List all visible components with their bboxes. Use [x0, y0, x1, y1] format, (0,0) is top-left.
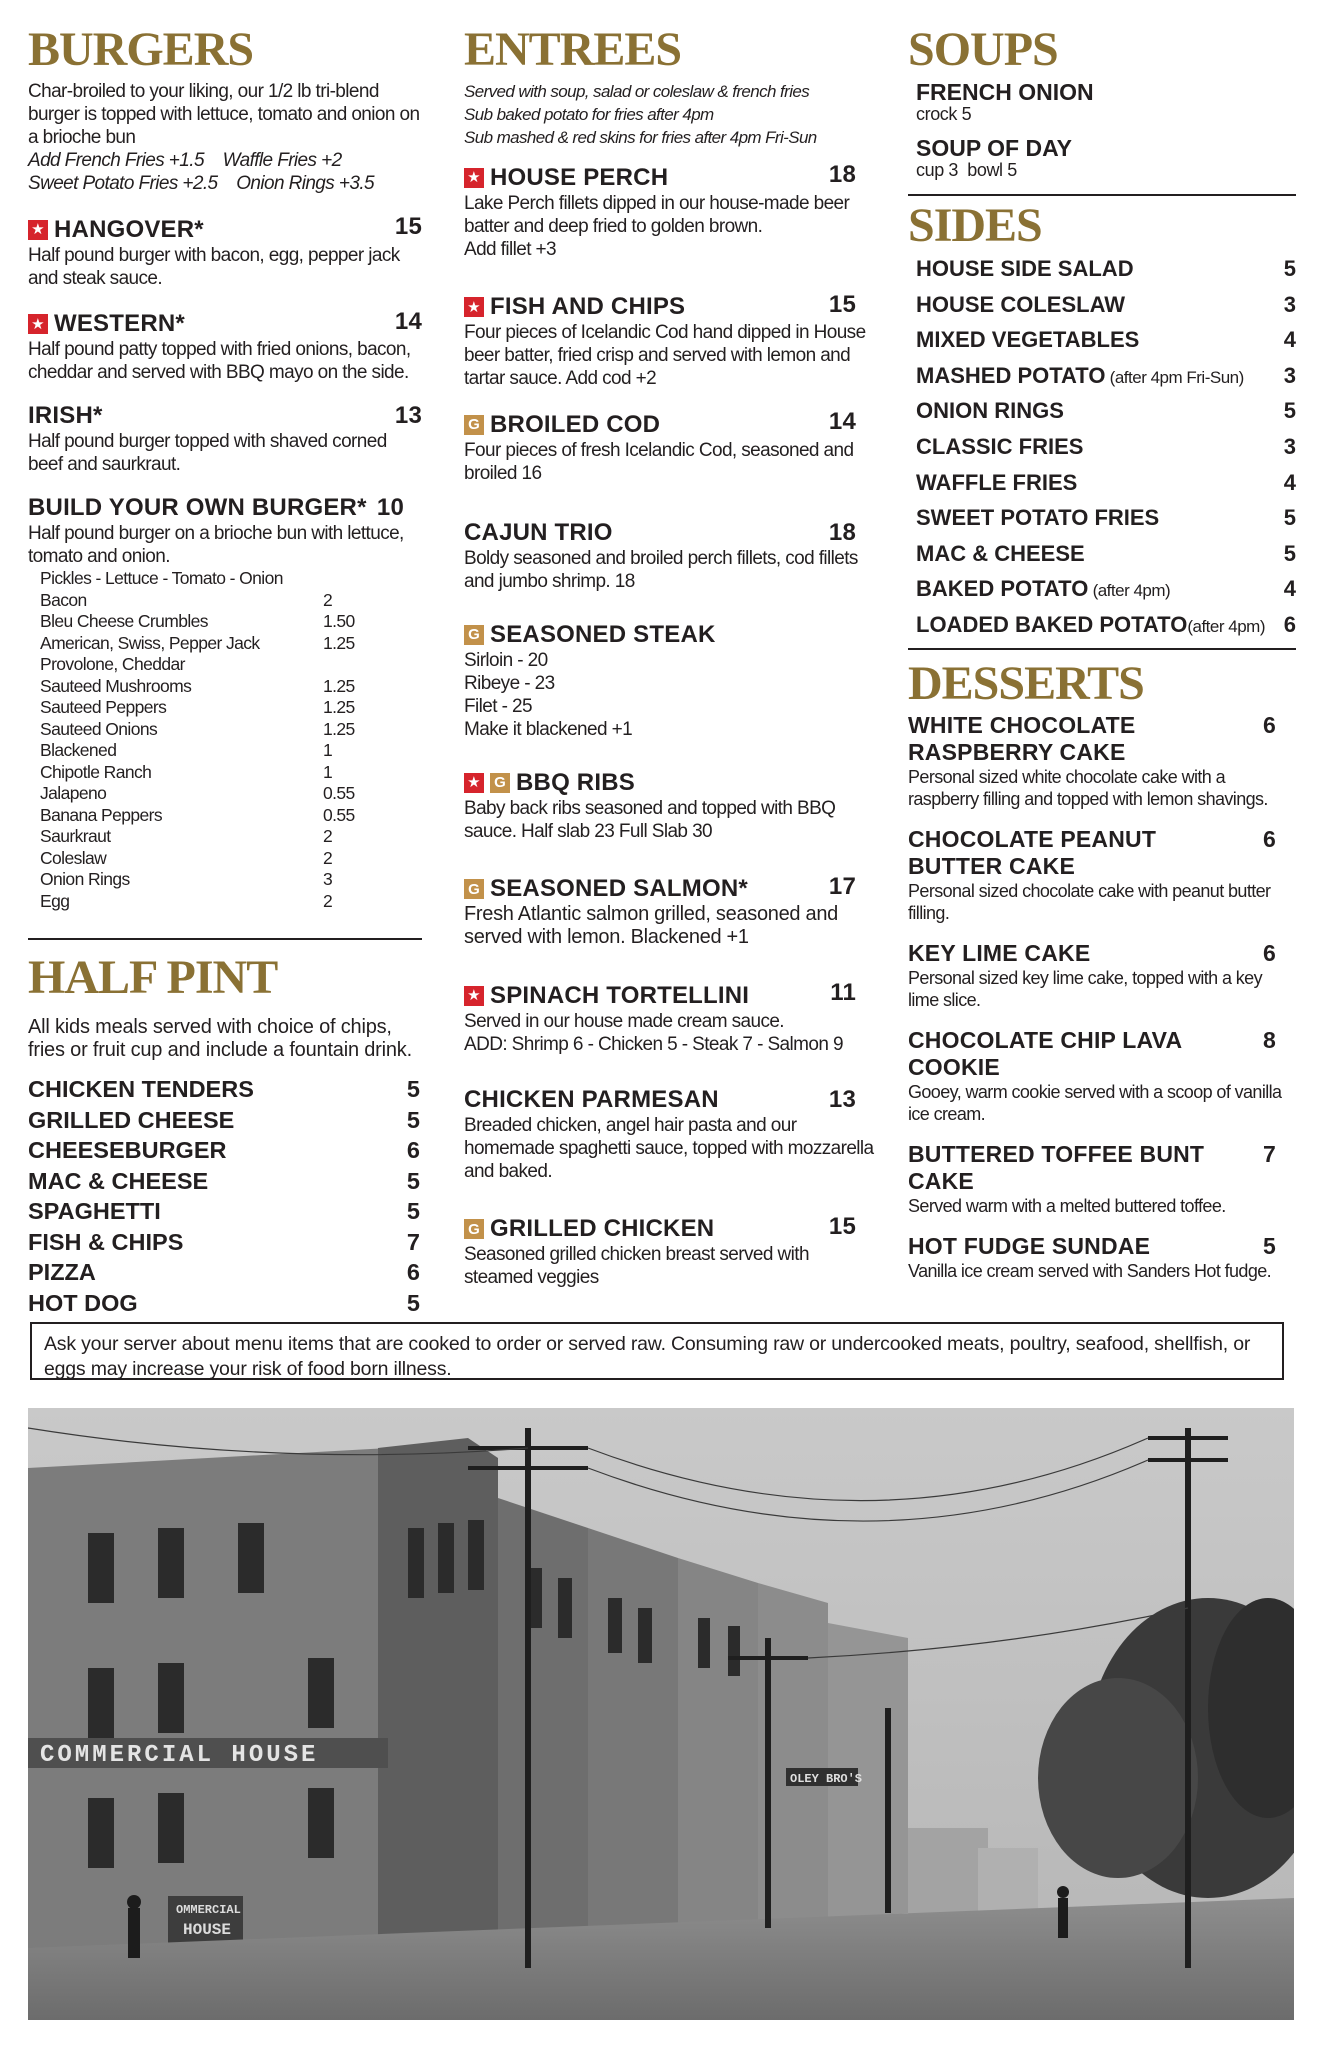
dessert-head [908, 1233, 1296, 1260]
kids-item-price: 5 [406, 1167, 420, 1194]
item-desc: Lake Perch fillets dipped in our house-made beer batter and deep fried to golden brown. [464, 192, 850, 237]
side-note: (after 4pm) [1088, 581, 1171, 601]
item-price: 18 [828, 161, 856, 188]
burgers-title: BURGERS [28, 23, 254, 76]
dessert-item [908, 1141, 1296, 1217]
dessert-desc: Personal sized key lime cake, topped with a key lime slice. [908, 967, 1262, 1010]
side-name: WAFFLE FRIES [916, 469, 1078, 495]
topping-price: 2 [323, 589, 333, 610]
topping-name: American, Swiss, Pepper Jack [40, 632, 260, 653]
kids-menu-row [28, 1288, 422, 1319]
kids-menu-row [28, 1166, 422, 1197]
side-name: ONION RINGS [916, 398, 1064, 424]
item-name: CHICKEN PARMESAN [464, 1085, 719, 1113]
side-label [916, 359, 1244, 395]
dessert-desc: Personal sized white chocolate cake with a raspberry filling and topped with lemon shavings. [908, 766, 1268, 809]
menu-item-cajun-trio [464, 519, 880, 593]
g-badge-icon: G [464, 879, 484, 899]
store-sign: OLEY BRO'S [790, 1772, 863, 1786]
side-row [908, 359, 1296, 395]
right-column [908, 23, 1296, 1282]
toppings-header: Pickles - Lettuce - Tomato - Onion [40, 568, 283, 588]
side-row [908, 288, 1296, 324]
soup-detail: crock 5 [916, 104, 972, 124]
dessert-price: 8 [1263, 1026, 1276, 1053]
burgers-addons-1: Add French Fries +1.5 Waffle Fries +2 [28, 150, 342, 171]
topping-price: 3 [323, 869, 333, 889]
toppings-list [28, 590, 422, 913]
dessert-name: BUTTERED TOFFEE BUNT CAKE [908, 1140, 1205, 1194]
kids-menu-row [28, 1074, 422, 1105]
menu-item-bbq-ribs [464, 769, 880, 843]
desserts-section [908, 656, 1296, 1282]
topping-row [28, 805, 422, 827]
topping-row [28, 891, 422, 913]
dessert-price: 6 [1263, 939, 1276, 966]
topping-row [28, 719, 422, 741]
kids-item-name: FISH & CHIPS [28, 1228, 184, 1255]
topping-price: 1.25 [323, 632, 355, 653]
kids-item-price: 6 [406, 1137, 420, 1163]
commercial-house-sign: COMMERCIAL HOUSE [40, 1742, 319, 1769]
side-price: 3 [1283, 433, 1296, 459]
kids-item-price: 5 [406, 1106, 420, 1133]
side-note: (after 4pm Fri-Sun) [1105, 367, 1244, 387]
entrees-intro-2: Sub baked potato for fries after 4pm [464, 105, 714, 124]
kids-menu-row [28, 1227, 422, 1258]
item-name: BROILED COD [490, 410, 661, 438]
topping-name: Provolone, Cheddar [40, 654, 185, 674]
item-desc-extra: Add fillet +3 [464, 238, 557, 260]
topping-price: 2 [323, 826, 333, 846]
side-label [916, 394, 1064, 430]
dessert-name: CHOCOLATE PEANUT BUTTER CAKE [908, 825, 1157, 879]
topping-row [28, 676, 422, 698]
side-label [916, 252, 1134, 288]
side-label [916, 608, 1265, 644]
item-price: 10 [376, 494, 404, 521]
item-name: BUILD YOUR OWN BURGER* [28, 494, 367, 521]
topping-row [28, 762, 422, 784]
burgers-section [28, 23, 422, 912]
kids-item-price: 5 [406, 1198, 420, 1224]
side-name: MAC & CHEESE [916, 540, 1085, 566]
soups-section [908, 23, 1296, 180]
sides-list [908, 252, 1296, 644]
side-label [916, 572, 1170, 608]
star-badge-icon: ★ [464, 168, 484, 188]
kids-menu-row [28, 1105, 422, 1136]
item-price: 18 [828, 518, 856, 546]
topping-name: Bacon [40, 589, 87, 610]
entrees-section [464, 23, 880, 1289]
item-desc: Fresh Atlantic salmon grilled, seasoned and served with lemon. Blackened +1 [464, 903, 838, 948]
dessert-name: KEY LIME CAKE [908, 939, 1091, 966]
item-desc-extra: Filet - 25 [464, 695, 532, 717]
item-desc: Baby back ribs seasoned and topped with BBQ sauce. Half slab 23 Full Slab 30 [464, 797, 836, 842]
side-row [908, 430, 1296, 466]
kids-item-price: 5 [406, 1289, 420, 1316]
dessert-price: 6 [1263, 825, 1276, 852]
soup-name: SOUP OF DAY [916, 135, 1072, 161]
kids-item-price: 6 [406, 1259, 420, 1285]
topping-row [28, 848, 422, 870]
soup-item [908, 80, 1296, 124]
burgers-addons-2: Sweet Potato Fries +2.5 Onion Rings +3.5 [28, 173, 374, 194]
burgers-intro: Char-broiled to your liking, our 1/2 lb tri-blend burger is topped with lettuce, tomato and onion on a brioche bun [28, 81, 420, 148]
kids-item-name: SPAGHETTI [28, 1198, 161, 1224]
topping-name: Chipotle Ranch [40, 761, 152, 782]
kids-menu-row [28, 1257, 422, 1288]
topping-price: 1.25 [323, 675, 355, 696]
side-name: HOUSE SIDE SALAD [916, 256, 1134, 281]
topping-price: 1.25 [323, 718, 355, 739]
side-row [908, 572, 1296, 608]
side-price: 4 [1283, 469, 1296, 495]
dessert-desc: Served warm with a melted buttered toffee. [908, 1195, 1226, 1216]
menu-item-house-perch [464, 161, 880, 261]
side-label [916, 501, 1159, 537]
side-row [908, 323, 1296, 359]
entrees-intro-3: Sub mashed & red skins for fries after 4pm Fri-Sun [464, 128, 817, 147]
item-price: 14 [828, 408, 856, 435]
topping-row [28, 633, 422, 655]
side-row [908, 252, 1296, 288]
item-desc: Breaded chicken, angel hair pasta and our homemade spaghetti sauce, topped with mozzarella and baked. [464, 1114, 874, 1182]
side-name: SWEET POTATO FRIES [916, 505, 1160, 531]
menu-item-seasoned-salmon [464, 873, 880, 950]
item-price: 17 [828, 872, 856, 900]
side-label [916, 288, 1125, 324]
side-price: 5 [1283, 398, 1296, 424]
dessert-price: 7 [1263, 1140, 1276, 1167]
dessert-desc: Gooey, warm cookie served with a scoop of vanilla ice cream. [908, 1081, 1282, 1124]
kids-item-name: GRILLED CHEESE [28, 1106, 235, 1133]
side-name: CLASSIC FRIES [916, 433, 1084, 459]
menu-item-irish [28, 402, 422, 476]
topping-row [28, 654, 422, 676]
item-name: CAJUN TRIO [464, 518, 613, 546]
item-desc: Half pound burger topped with shaved corned beef and saurkraut. [28, 431, 387, 475]
topping-price [323, 654, 383, 676]
item-desc-extra: ADD: Shrimp 6 - Chicken 5 - Steak 7 - Salmon 9 [464, 1033, 843, 1055]
item-price: 15 [394, 213, 422, 240]
dessert-desc: Vanilla ice cream served with Sanders Hot fudge. [908, 1260, 1272, 1281]
side-price: 3 [1283, 362, 1296, 388]
dessert-price: 5 [1263, 1232, 1276, 1259]
star-badge-icon: ★ [464, 986, 484, 1006]
kids-item-name: CHICKEN TENDERS [28, 1076, 254, 1102]
item-desc: Half pound burger on a brioche bun with lettuce, tomato and onion. [28, 523, 404, 567]
topping-name: Onion Rings [40, 869, 130, 889]
star-badge-icon: ★ [464, 297, 484, 317]
star-badge-icon: ★ [464, 773, 484, 793]
dessert-price: 6 [1263, 711, 1276, 738]
historic-street-photo [28, 1408, 1294, 2020]
item-desc: Four pieces of Icelandic Cod hand dipped in House beer batter, fried crisp and served with lemon and tartar sauce. Add cod +2 [464, 322, 866, 389]
topping-name: Coleslaw [40, 847, 107, 868]
item-desc-extra: Make it blackened +1 [464, 718, 633, 740]
dessert-head [908, 940, 1296, 967]
side-row [908, 537, 1296, 573]
topping-name: Sauteed Peppers [40, 697, 167, 717]
dessert-head [908, 1141, 1296, 1195]
soup-name: FRENCH ONION [916, 79, 1094, 105]
entrees-intro-1: Served with soup, salad or coleslaw & french fries [464, 82, 810, 101]
side-name: MIXED VEGETABLES [916, 327, 1140, 353]
topping-price: 1.50 [323, 611, 355, 631]
side-price: 3 [1283, 291, 1296, 317]
section-divider [908, 194, 1296, 196]
topping-row [28, 590, 422, 612]
dessert-name: HOT FUDGE SUNDAE [908, 1232, 1151, 1259]
topping-price: 1.25 [323, 697, 355, 717]
kids-item-name: CHEESEBURGER [28, 1137, 227, 1163]
item-desc: Seasoned grilled chicken breast served with steamed veggies [464, 1244, 809, 1288]
item-name: SEASONED SALMON* [490, 875, 748, 902]
side-price: 5 [1283, 505, 1296, 531]
topping-row [28, 697, 422, 719]
topping-row [28, 826, 422, 848]
side-price: 4 [1283, 576, 1296, 602]
dessert-item [908, 940, 1296, 1011]
menu-item-grilled-chicken [464, 1213, 880, 1290]
topping-row [28, 869, 422, 891]
item-desc: Sirloin - 20 [464, 649, 548, 671]
side-note: (after 4pm) [1187, 616, 1265, 636]
topping-price: 0.55 [323, 783, 355, 803]
star-badge-icon: ★ [28, 314, 48, 334]
item-desc: Four pieces of fresh Icelandic Cod, seasoned and broiled 16 [464, 439, 854, 484]
middle-column [464, 23, 880, 1289]
dessert-item [908, 1233, 1296, 1282]
g-badge-icon: G [464, 1219, 484, 1239]
dessert-name: WHITE CHOCOLATE RASPBERRY CAKE [908, 711, 1136, 765]
side-label [916, 466, 1077, 502]
soups-title: SOUPS [908, 23, 1058, 76]
item-desc: Boldy seasoned and broiled perch fillets, cod fillets and jumbo shrimp. 18 [464, 547, 858, 592]
entrees-title: ENTREES [464, 23, 682, 76]
dessert-item [908, 1027, 1296, 1125]
topping-name: Egg [40, 890, 70, 911]
kids-item-name: PIZZA [28, 1259, 96, 1285]
topping-name: Banana Peppers [40, 804, 162, 825]
menu-item-western [28, 308, 422, 385]
topping-price: 2 [323, 847, 333, 868]
star-badge-icon: ★ [28, 220, 48, 240]
section-divider [28, 938, 422, 940]
item-name: BBQ RIBS [516, 768, 635, 796]
dessert-desc: Personal sized chocolate cake with peanut butter filling. [908, 880, 1271, 923]
menu-item-fish-and-chips [464, 291, 880, 391]
dessert-head [908, 1027, 1296, 1081]
side-label [916, 323, 1139, 359]
sides-title: SIDES [908, 199, 1042, 252]
menu-item-seasoned-steak [464, 621, 880, 741]
kids-list [28, 1074, 422, 1318]
item-price: 14 [394, 307, 422, 335]
g-badge-icon: G [464, 415, 484, 435]
topping-name: Blackened [40, 740, 117, 760]
food-safety-disclaimer: Ask your server about menu items that are cooked to order or served raw. Consuming raw or undercooked meats, poultry, seafood, shellfish, or eggs may increase your risk of food born illness. [30, 1322, 1284, 1380]
g-badge-icon: G [490, 773, 510, 793]
kids-menu-row [28, 1135, 422, 1166]
dessert-item [908, 826, 1296, 924]
dessert-name: CHOCOLATE CHIP LAVA COOKIE [908, 1026, 1182, 1080]
half-pint-title: HALF PINT [28, 951, 278, 1004]
topping-price: 1 [323, 761, 333, 782]
menu-item-hangover [28, 213, 422, 290]
g-badge-icon: G [464, 625, 484, 645]
desserts-title: DESSERTS [908, 656, 1144, 710]
menu-item-build-your-own [28, 494, 422, 912]
side-name: BAKED POTATO [916, 576, 1089, 602]
topping-price: 1 [323, 740, 333, 760]
side-price: 4 [1283, 327, 1296, 353]
item-desc: Half pound burger with bacon, egg, pepper jack and steak sauce. [28, 244, 400, 289]
kids-item-name: MAC & CHEESE [28, 1167, 209, 1194]
item-price: 11 [830, 979, 856, 1006]
topping-name: Sauteed Mushrooms [40, 675, 192, 696]
side-row [908, 501, 1296, 537]
kids-menu-row [28, 1196, 422, 1227]
item-name: GRILLED CHICKEN [490, 1215, 715, 1242]
topping-row [28, 740, 422, 762]
topping-name: Jalapeno [40, 783, 107, 803]
item-price: 15 [828, 290, 856, 318]
item-name: IRISH* [28, 402, 103, 429]
item-name: WESTERN* [54, 310, 185, 337]
item-price: 13 [828, 1085, 856, 1113]
side-price: 5 [1283, 540, 1296, 566]
left-column [28, 23, 422, 1318]
topping-price: 2 [323, 890, 333, 911]
item-desc-extra: Ribeye - 23 [464, 672, 555, 694]
side-label [916, 537, 1085, 573]
side-row [908, 466, 1296, 502]
menu-item-chicken-parmesan [464, 1086, 880, 1183]
side-name: LOADED BAKED POTATO [916, 611, 1188, 637]
half-pint-section [28, 951, 422, 1318]
topping-name: Bleu Cheese Crumbles [40, 611, 208, 631]
topping-name: Sauteed Onions [40, 718, 158, 739]
side-row [908, 608, 1296, 644]
soup-item [908, 136, 1296, 180]
topping-row [28, 783, 422, 805]
item-name: FISH AND CHIPS [490, 293, 686, 320]
bar-sign-line-1: OMMERCIAL [176, 1903, 241, 1917]
section-divider [908, 648, 1296, 650]
topping-name: Saurkraut [40, 826, 111, 846]
dessert-head [908, 712, 1296, 766]
item-name: SPINACH TORTELLINI [490, 981, 750, 1009]
item-name: SEASONED STEAK [490, 620, 716, 648]
item-price: 13 [394, 402, 422, 429]
item-desc: Served in our house made cream sauce. [464, 1010, 784, 1032]
kids-item-name: HOT DOG [28, 1289, 138, 1316]
half-pint-intro: All kids meals served with choice of chips, fries or fruit cup and include a fountain drink. [28, 1016, 412, 1061]
item-price: 15 [828, 1212, 856, 1240]
menu-item-spinach-tortellini [464, 979, 880, 1056]
kids-item-price: 7 [406, 1228, 420, 1255]
bar-sign-line-2: HOUSE [183, 1921, 232, 1939]
menu-item-broiled-cod [464, 408, 880, 485]
item-name: HOUSE PERCH [490, 163, 669, 191]
side-row [908, 394, 1296, 430]
topping-price: 0.55 [323, 804, 355, 825]
side-label [916, 430, 1083, 466]
topping-row [28, 611, 422, 633]
soup-detail: cup 3 bowl 5 [916, 160, 1017, 180]
sides-section [908, 199, 1296, 644]
item-name: HANGOVER* [54, 215, 204, 243]
dessert-item [908, 712, 1296, 810]
side-name: HOUSE COLESLAW [916, 291, 1126, 317]
item-desc: Half pound patty topped with fried onions, bacon, cheddar and served with BBQ mayo on the side. [28, 339, 411, 383]
side-price: 5 [1283, 256, 1296, 281]
side-price: 6 [1283, 611, 1296, 637]
desserts-list [908, 712, 1296, 1282]
side-name: MASHED POTATO [916, 362, 1106, 388]
kids-item-price: 5 [406, 1076, 420, 1102]
dessert-head [908, 826, 1296, 880]
